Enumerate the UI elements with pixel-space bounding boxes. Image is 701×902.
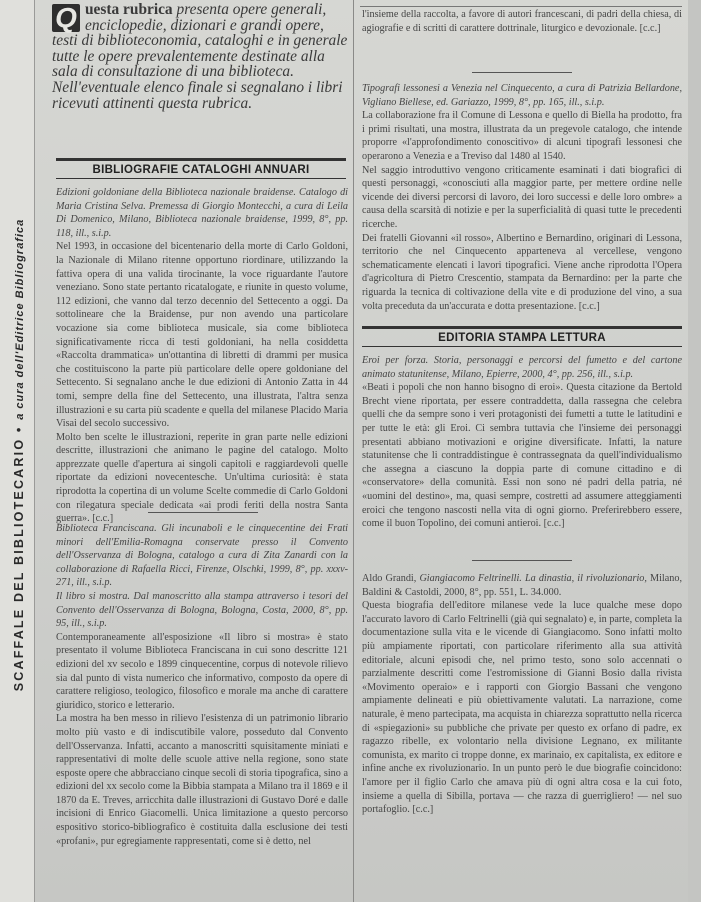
review-citation: Il libro si mostra. Dal manoscritto alla stampa attraverso i tesori del Convento dell'Osservanza di Bologna, Bologna, Costa, 2000, 8°, pp. 95, ill., s.i.p.: [56, 590, 348, 630]
section-heading-editoria: EDITORIA STAMPA LETTURA: [362, 326, 682, 347]
page-edge: [688, 0, 701, 902]
citation-details: Milano, Baldini & Castoldi, 2000, 8°, pp. 551, L. 34.000.: [362, 573, 683, 598]
spine-column: [0, 0, 35, 902]
review-body: Questa biografia dell'editore milanese vede la luce qualche mese dopo l'accurato lavoro di Carlo Feltrinelli (già qui segnalato) e, in parte, completa la documentazione sulla vita e le vicende di Giangiacomo. Sono infatti molto più ampiamente riportati, con particolare riferimento alla sua attività editoriale, alcuni episodi che, nel primo testo, sono solo accennati o parzialmente descritti come l'estromissione di Gianni Bosio dalla rivista «Movimento operaio» e i rapporti con Giorgio Bassani che vengono ampiamente delineati e più obiettivamente valutati. La narrazione, come naturale, è meno partecipata, ma acquista in chiarezza soprattutto nella ricerca di «spiegazioni» su pubbliche che private per questo ex orfano di padre, ex ragazzo ribelle, ex volontario nella divisione Legnano, ex militante comunista, ex marito ci troppe donne, ex marinaio, ex capitalista, ex editore e infine anche ex rivoluzionario. In un punto però le due biografie coincidono: l'amore per il figlio Carlo che amava più di ogni altra cosa e la cui foto, insieme a quella di Sibilla, portava — che razza di guerrigliero! — nel suo portafoglio. [c.c.]: [362, 600, 682, 816]
review-eroi-per-forza: [362, 354, 682, 531]
drop-cap: Q: [52, 4, 80, 32]
review-feltrinelli: [362, 572, 682, 817]
spine-publisher: a cura dell'Editrice Bibliografica: [14, 218, 26, 420]
top-right-rule: [360, 0, 682, 7]
section-heading-bibliografie: BIBLIOGRAFIE CATALOGHI ANNUARI: [56, 158, 346, 179]
review-body: Molto ben scelte le illustrazioni, reperite in gran parte nelle edizioni descritte, illustrazioni che animano le pagine del catalogo. Molto apprezzate quelle d'apertura ai singoli capitoli e raggiardevoli quelle riportate da edizioni novecentesche. Un'ultima curiosità: è stata riprodotta la copertina di un volume Scelte commedie di Carlo Goldoni con rilegatura speciale dedicata «ai prodi feriti della nostra Santa guerra». [c.c.]: [56, 431, 348, 525]
review-body: «Beati i popoli che non hanno bisogno di eroi». Questa citazione da Bertold Brecht viene riportata, per essere contraddetta, dalla rassegna che celebra quelli che da sempre sono i veri protagonisti dei fumetti a tutte le latitudini e per tutte le età: gli Eroi. Ci sembra tuttavia che l'insieme dei personaggi presentati abbiano motivazioni e origine diversificate. Infatti, la nature statunitense che li contraddistingue è contrassegnata da quell'individualismo che assegna a ciascuno la doppia parte di comune cittadino e di «conservatore» della comunità. Essi non sono né padri della patria, né «uomini del destino», ma, quasi sempre, costretti ad assumere atteggiamenti eroici che tengono nascosti nella vita di ogni giorno. Preferirebbero essere, come il buon Topolino, dei comuni antieroi. [c.c.]: [362, 382, 682, 530]
review-separator: [472, 72, 572, 73]
review-body: Contemporaneamente all'esposizione «Il libro si mostra» è stato presentato il volume Biblioteca Franciscana in cui sono descritte 121 edizioni del xv secolo e 1899 cinquecentine, corpus di notevole rilievo sia dal punto di vista numerico che informativo, composto da opere di carattere religioso, teologico, filosofico e morale ma anche di carattere giuridico, storico e letterario.: [56, 631, 348, 711]
review-continuation: [362, 8, 682, 35]
review-separator: [472, 560, 572, 561]
spine-label: [12, 219, 26, 692]
review-biblioteca-franciscana: [56, 522, 348, 848]
citation-title: Giangiacomo Feltrinelli. La dinastia, il rivoluzionario,: [419, 573, 647, 584]
review-body: l'insieme della raccolta, a favore di autori francescani, di padri della chiesa, di agiografie e di scritti di carattere dottrinale, liturgico e devozionale. [c.c.]: [362, 9, 682, 34]
column-divider: [353, 0, 354, 902]
review-body: Nel 1993, in occasione del bicentenario della morte di Carlo Goldoni, la Nazionale di Milano ritenne opportuno riordinare, utilizzando la fattiva opera di una valida tirocinante, la voce riguardante l'autore veneziano. Sono state pertanto ricatalogate, e riunite in questo volume, 112 edizioni, che vanno dal terzo decennio del Settecento a oggi. Da sottolineare che la Braidense, pur non avendo una particolare vocazione sia come biblioteca musicale, sia come biblioteca significativamente ricca di testi goldoniani, ha nella cosiddetta «Raccolta drammatica» un'ottantina di libretti di drammi per musica che costituiscono la parte più particolare delle opere goldoniane del Settecento. Si segnalano anche le due edizioni di Antonio Zatta in 44 tomi, sempre della fine del Settecento, una illustrata, l'altra senza illustrazioni e su carta più scadente e quella del milanese Placido Maria Visai del secolo successivo.: [56, 241, 348, 430]
review-citation: Eroi per forza. Storia, personaggi e percorsi del fumetto e del cartone animato statunitense, Milano, Epierre, 2000, 4°, pp. 256, ill., s.i.p.: [362, 355, 682, 380]
review-citation: Biblioteca Franciscana. Gli incunaboli e le cinquecentine dei Frati minori dell'Emilia-Romagna conservate presso il Convento dell'Osservanza di Bologna, catalogo a cura di Zita Zanardi con la collaborazione di Rafaella Ricci, Firenze, Olschki, 1999, 8°, pp. xxxv-271, ill., s.i.p.: [56, 523, 348, 589]
review-citation: Tipografi lessonesi a Venezia nel Cinquecento, a cura di Patrizia Bellardone, Vigliano Biellese, ed. Gariazzo, 1999, 8°, pp. 165, ill., s.i.p.: [362, 83, 682, 108]
review-body: La mostra ha ben messo in rilievo l'esistenza di un patrimonio librario molto più vasto e di indiscutibile valore, posseduto dal Convento dell'Osservanza. Infatti, accanto a manoscritti squisitamente miniati e rappresentativi di molte delle scuole attive nella regione, sono state esposte opere che abbracciano cinque secoli di storia tipografica, sino a edizioni del xx secolo come la Bibbia stampata a Milano tra il 1869 e il 1870 da E. Treves, arricchita dalle illustrazioni di Gustavo Doré e dalle incisioni di Enrico Giacomelli. Unica limitazione a questo percorso espositivo storico-bibliografico è costituita dalla esclusione dei testi «profani», pur egregiamente rappresentati, come si è detto, nel: [56, 713, 348, 847]
intro-text: presenta opere generali, enciclopedie, dizionari e grandi opere, testi di biblioteconomia, cataloghi e in generale tutte le opere prevalentemente destinate alla sala di consultazione di una biblioteca. Nell'eventuale elenco finale si segnalano i libri ricevuti attinenti questa rubrica.: [52, 1, 348, 112]
review-edizioni-goldoniane: [56, 186, 348, 526]
review-body: La collaborazione fra il Comune di Lessona e quello di Biella ha prodotto, fra i primi risultati, una mostra, illustrata da un pregevole catalogo, che intende proporre «l'approfondimento conoscitivo» di alcuni tipografi lessonesi che operarono a Venezia e a Treviso dal 1480 al 1540.: [362, 110, 682, 162]
review-body: Dei fratelli Giovanni «il rosso», Albertino e Bernardino, originari di Lessona, territorio che nel Cinquecento apparteneva al vercellese, vengono schematicamente elencati i lavori tipografici. Viene anche riprodotta l'Opera d'agricoltura di Pietro Crescentio, stampata da Bernardino: per la parte che riguarda la tecnica di coltivazione della vite e di produzione del vino, a sua volta preceduta da un'accurata e dotta presentazione. [c.c.]: [362, 232, 682, 312]
review-tipografi-lessonesi: [362, 82, 682, 313]
intro-lead: uesta rubrica: [85, 1, 173, 18]
review-body: Nel saggio introduttivo vengono criticamente esaminati i dati biografici di questi personaggi, «conosciuti alla maggior parte, per mettere ordine nelle vicende dei diversi percorsi di lavoro, dei loro successi e delle loro ombre» a causa della scarsità di notizie e per la superficialità di quasi tutte le precedenti ricerche.: [362, 164, 682, 230]
review-separator: [148, 512, 258, 513]
rubric-intro: [52, 2, 352, 111]
review-citation: Edizioni goldoniane della Biblioteca nazionale braidense. Catalogo di Maria Cristina Selva. Premessa di Giorgio Montecchi, a cura di Leila Di Domenico, Milano, Biblioteca nazionale braidense, 1999, 8°, pp. 118, ill., s.i.p.: [56, 187, 348, 239]
citation-author: Aldo Grandi,: [362, 573, 417, 584]
spine-title: SCAFFALE DEL BIBLIOTECARIO: [12, 437, 26, 692]
review-citation: [362, 572, 682, 599]
spine-separator: •: [12, 425, 26, 433]
